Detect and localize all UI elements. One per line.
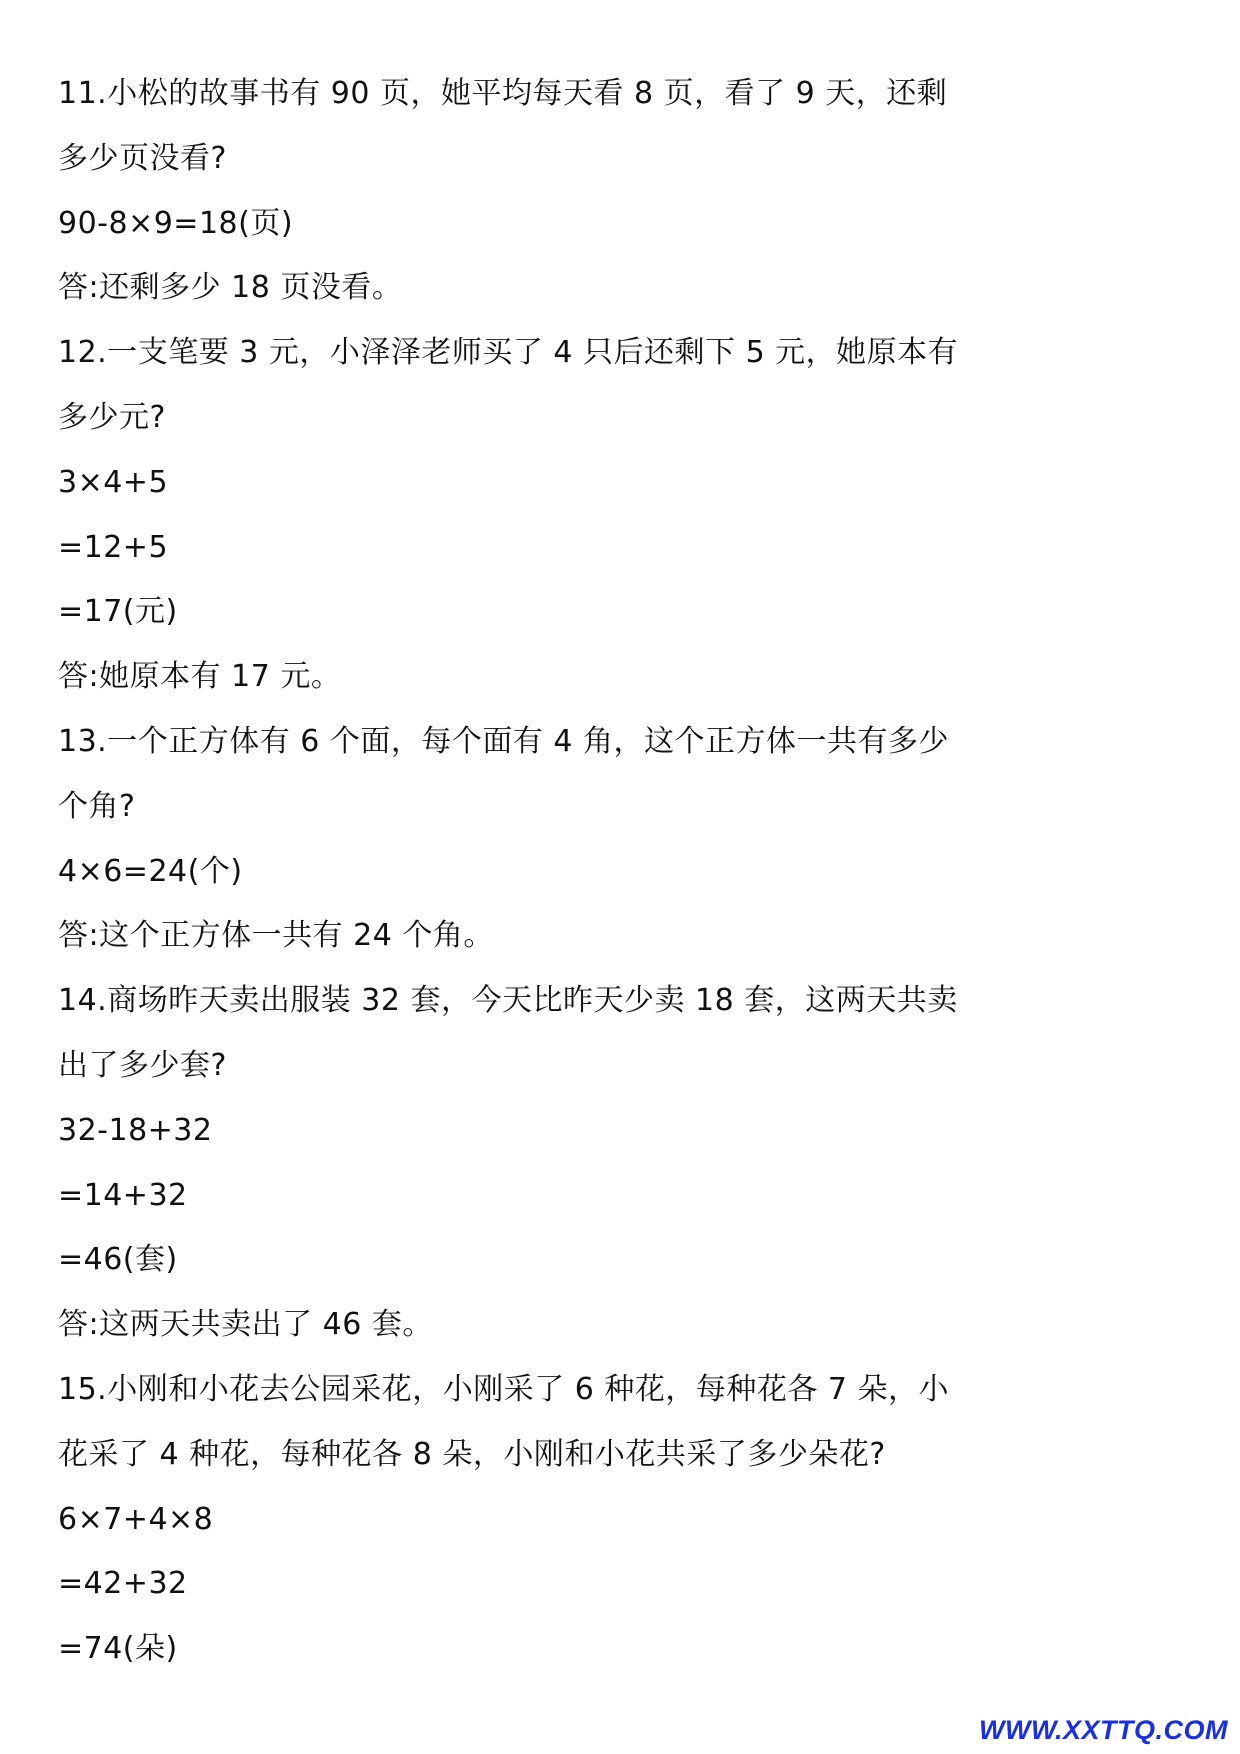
problem-15-equation-step-2: =42+32 bbox=[58, 1566, 188, 1602]
problem-13-text: 13.一个正方体有 6 个面，每个面有 4 角，这个正方体一共有多少 bbox=[58, 723, 950, 759]
site-watermark: WWW.XXTTQ.COM bbox=[979, 1715, 1228, 1745]
problem-14-equation-step-3: =46(套) bbox=[58, 1242, 178, 1278]
problem-13-text-cont: 个角? bbox=[58, 788, 136, 824]
problem-11-equation: 90-8×9=18(页) bbox=[58, 205, 294, 241]
worksheet-content bbox=[58, 62, 1058, 1682]
problem-11-answer: 答:还剩多少 18 页没看。 bbox=[58, 270, 403, 306]
problem-15-text: 15.小刚和小花去公园采花，小刚采了 6 种花，每种花各 7 朵，小 bbox=[58, 1371, 950, 1407]
problem-15-equation-step-3: =74(朵) bbox=[58, 1631, 178, 1667]
problem-12-equation-step-1: 3×4+5 bbox=[58, 464, 169, 500]
problem-13-answer: 答:这个正方体一共有 24 个角。 bbox=[58, 918, 494, 954]
problem-15-text-cont: 花采了 4 种花，每种花各 8 朵，小刚和小花共采了多少朵花? bbox=[58, 1436, 886, 1472]
problem-12-equation-step-2: =12+5 bbox=[58, 529, 169, 565]
problem-12-equation-step-3: =17(元) bbox=[58, 594, 178, 630]
problem-12-answer: 答:她原本有 17 元。 bbox=[58, 659, 342, 695]
problem-14-text-cont: 出了多少套? bbox=[58, 1047, 227, 1083]
problem-12-text: 12.一支笔要 3 元，小泽泽老师买了 4 只后还剩下 5 元，她原本有 bbox=[58, 335, 959, 371]
problem-12-text-cont: 多少元? bbox=[58, 399, 166, 435]
problem-13-equation: 4×6=24(个) bbox=[58, 853, 243, 889]
problem-14-answer: 答:这两天共卖出了 46 套。 bbox=[58, 1307, 433, 1343]
problem-14-equation-step-2: =14+32 bbox=[58, 1177, 188, 1213]
problem-11-text: 11.小松的故事书有 90 页，她平均每天看 8 页，看了 9 天，还剩 bbox=[58, 76, 948, 111]
problem-14-equation-step-1: 32-18+32 bbox=[58, 1112, 213, 1148]
problem-11-text-cont: 多少页没看? bbox=[58, 140, 227, 176]
problem-14-text: 14.商场昨天卖出服装 32 套，今天比昨天少卖 18 套，这两天共卖 bbox=[58, 983, 958, 1019]
problem-15-equation-step-1: 6×7+4×8 bbox=[58, 1501, 214, 1537]
